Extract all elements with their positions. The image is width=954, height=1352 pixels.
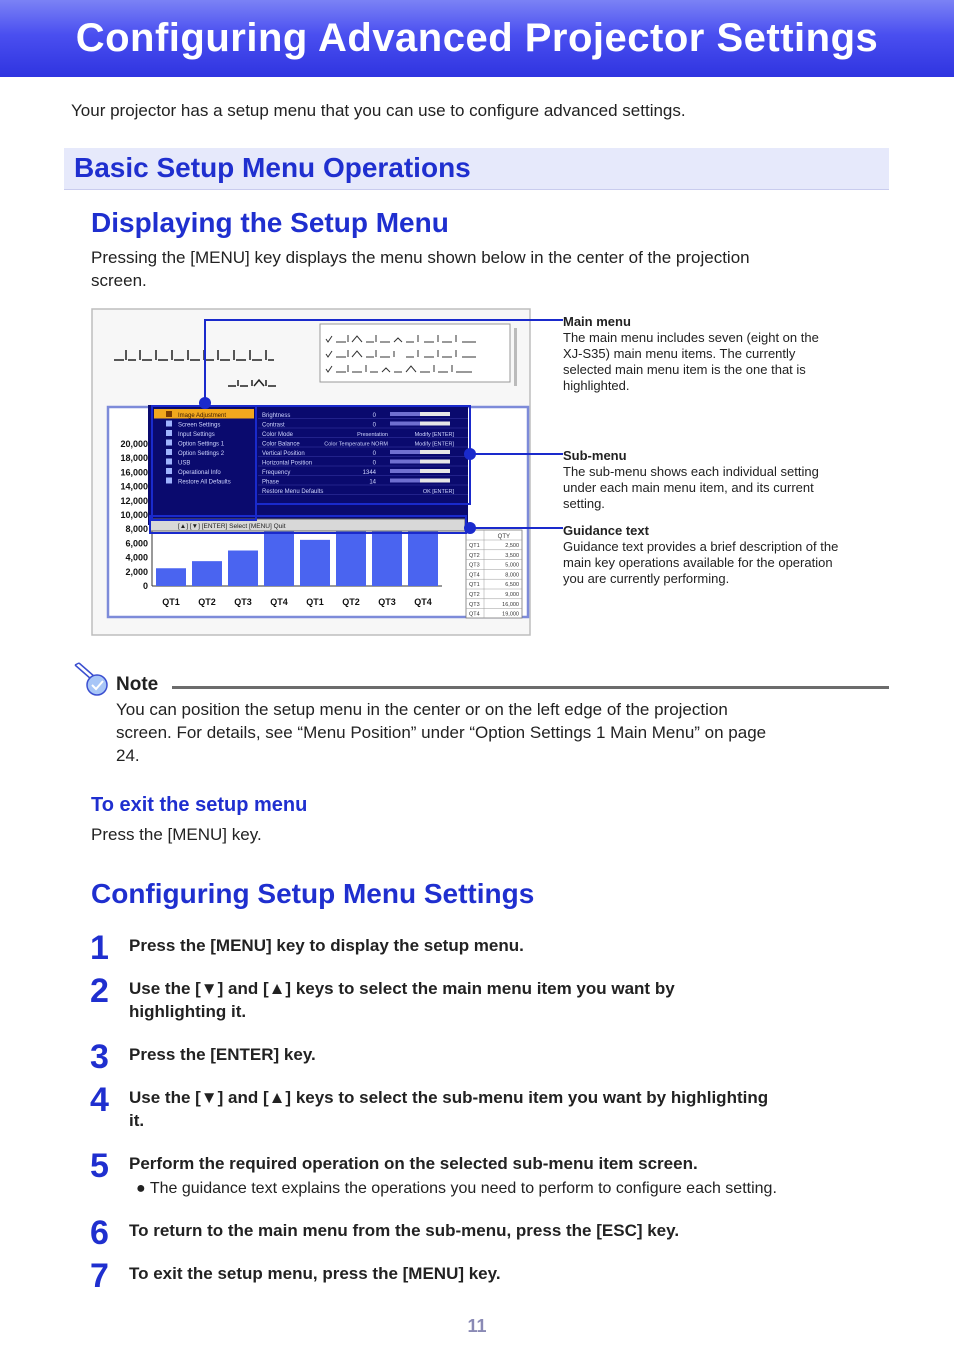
- step-number-6: 6: [90, 1214, 109, 1252]
- callout-dot-guide: [464, 522, 476, 534]
- sub-menu-slider-fill: [390, 469, 420, 473]
- sub-menu-item-value: 0: [372, 451, 376, 457]
- bullet-dot-icon: ●: [136, 1180, 146, 1197]
- y-tick-label: 20,000: [120, 439, 148, 449]
- y-tick-label: 4,000: [125, 552, 148, 563]
- sub-menu-item-extra: OK [ENTER]: [422, 489, 454, 495]
- table-cell: 16,000: [502, 601, 519, 608]
- table-header: QTY: [497, 534, 510, 540]
- step-number-5: 5: [90, 1147, 109, 1185]
- menu-item-icon: [166, 421, 172, 427]
- main-menu-item: Option Settings 1: [178, 441, 225, 448]
- main-menu-item: Restore All Defaults: [178, 479, 231, 486]
- table-cell: QT1: [469, 582, 480, 589]
- sub-menu-item-extra: Modify [ENTER]: [414, 441, 454, 448]
- chart-bar: [156, 568, 186, 586]
- heading-configuring-settings: Configuring Setup Menu Settings: [91, 878, 535, 909]
- y-tick-label: 12,000: [120, 495, 148, 506]
- sub-menu-item-name: Contrast: [262, 422, 285, 429]
- table-cell: 8,000: [505, 572, 519, 579]
- table-cell: QT4: [469, 572, 480, 579]
- exit-text: Press the [MENU] key.: [91, 825, 262, 844]
- main-menu-item: Image Adjustment: [178, 413, 227, 419]
- step-number-7: 7: [90, 1257, 109, 1295]
- sub-menu-item-name: Brightness: [262, 413, 291, 419]
- sub-menu-slider-fill: [390, 412, 420, 416]
- menu-item-icon: [166, 411, 172, 417]
- menu-item-icon: [166, 430, 172, 436]
- chart-bar: [264, 529, 294, 586]
- display-text-line-2: screen.: [91, 271, 147, 290]
- sub-menu-slider-fill: [390, 450, 420, 454]
- page-title: Configuring Advanced Projector Settings: [75, 16, 879, 60]
- chart-bar: [192, 561, 222, 586]
- menu-item-icon: [166, 468, 172, 474]
- table-cell: QT4: [469, 611, 480, 618]
- step5-bullet-text: The guidance text explains the operations you need to perform to configure each setting.: [149, 1180, 777, 1197]
- annotation-sub-text: The sub-menu shows each individual setting under each main menu item, and its current setting.: [563, 464, 819, 511]
- main-menu-item: Screen Settings: [178, 422, 221, 429]
- sub-menu-item-name: Vertical Position: [262, 451, 305, 457]
- y-tick-label: 2,000: [125, 566, 148, 577]
- table-cell: QT2: [469, 592, 480, 598]
- guidance-text: [▲] [▼] [ENTER] Select [MENU] Quit: [178, 523, 286, 530]
- y-tick-label: 6,000: [125, 538, 148, 549]
- x-tick-label: QT3: [378, 597, 396, 607]
- step-text-1: Press the [MENU] key to display the setup menu.: [129, 936, 524, 955]
- page-number: 11: [467, 1316, 487, 1336]
- step-number-4: 4: [90, 1081, 109, 1119]
- table-cell: QT2: [469, 552, 480, 559]
- annotation-sub-title: Sub-menu: [563, 448, 627, 463]
- sub-menu-item-value: Presentation: [357, 432, 388, 438]
- table-cell: 3,500: [505, 552, 519, 559]
- table-cell: QT3: [469, 601, 480, 608]
- main-menu-item: Operational Info: [178, 470, 221, 476]
- x-tick-label: QT4: [414, 597, 432, 607]
- annotation-guide-text: Guidance text provides a brief description of the main key operations available for the operation you are currently performing.: [563, 539, 839, 586]
- section-bar-basic: [64, 148, 889, 190]
- menu-item-icon: [166, 449, 172, 455]
- chart-bar: [228, 551, 258, 587]
- note-label: Note: [116, 674, 159, 695]
- sub-menu-item-name: Phase: [262, 479, 280, 486]
- sub-menu-item-name: Color Balance: [262, 441, 300, 448]
- chart-bar: [300, 540, 330, 586]
- table-cell: QT3: [469, 562, 480, 569]
- step5-bullet: [136, 1180, 777, 1198]
- sub-menu-slider-fill: [390, 460, 420, 464]
- step-number-3: 3: [90, 1038, 109, 1076]
- table-cell: 5,000: [505, 562, 519, 569]
- step-text-5: Perform the required operation on the selected sub-menu item screen.: [129, 1154, 698, 1173]
- x-tick-label: QT2: [198, 597, 216, 607]
- note-divider: [172, 686, 889, 689]
- display-text-line-1: Pressing the [MENU] key displays the menu shown below in the center of the projection: [91, 248, 750, 267]
- callout-dot-main: [199, 397, 211, 409]
- step-text-3: Press the [ENTER] key.: [129, 1045, 316, 1064]
- y-tick-label: 8,000: [125, 524, 148, 535]
- step-text-6: To return to the main menu from the sub-menu, press the [ESC] key.: [129, 1221, 680, 1240]
- table-cell: 6,500: [505, 582, 519, 589]
- sub-menu-item-value: Color Temperature NORM: [324, 441, 388, 448]
- x-tick-label: QT1: [162, 597, 180, 607]
- annotation-guide-title: Guidance text: [563, 523, 649, 538]
- sub-menu-item-name: Restore Menu Defaults: [262, 489, 324, 495]
- sub-menu-item-name: Frequency: [262, 470, 291, 476]
- y-tick-label: 14,000: [120, 481, 148, 492]
- step-text-7: To exit the setup menu, press the [MENU] key.: [129, 1264, 501, 1283]
- step-text-2: Use the [▼] and [▲] keys to select the main menu item you want by highlighting it.: [129, 979, 675, 1021]
- table-cell: 9,000: [505, 592, 519, 598]
- step-text-4: Use the [▼] and [▲] keys to select the sub-menu item you want by highlighting it.: [129, 1088, 769, 1130]
- sub-menu-item-name: Color Mode: [262, 432, 294, 438]
- section-title-basic: Basic Setup Menu Operations: [74, 152, 471, 183]
- callout-dot-sub: [464, 448, 476, 460]
- table-cell: 19,000: [502, 611, 519, 618]
- y-tick-label: 10,000: [120, 510, 148, 520]
- chart-bar: [336, 522, 366, 586]
- sub-menu-slider-fill: [390, 479, 420, 483]
- sub-menu-item-value: 14: [369, 479, 376, 486]
- intro-text: Your projector has a setup menu that you can use to configure advanced settings.: [71, 101, 686, 120]
- sub-menu-item-extra: Modify [ENTER]: [414, 432, 454, 438]
- note-pencil-icon: [73, 661, 113, 697]
- heading-displaying-menu: Displaying the Setup Menu: [91, 207, 449, 238]
- x-tick-label: QT2: [342, 597, 360, 607]
- y-tick-label: 0: [142, 581, 148, 591]
- y-tick-label: 16,000: [120, 467, 148, 478]
- annotation-main-title: Main menu: [563, 314, 631, 329]
- table-cell: 2,500: [505, 543, 519, 549]
- table-cell: QT1: [469, 543, 480, 549]
- menu-item-icon: [166, 440, 172, 446]
- annotation-main-text: The main menu includes seven (eight on the XJ-S35) main menu items. The currently selected main menu item is the one that is highlighted.: [563, 330, 819, 393]
- heading-exit-menu: To exit the setup menu: [91, 794, 308, 816]
- title-banner: [0, 0, 954, 77]
- sub-menu-slider-fill: [390, 422, 420, 426]
- sub-menu-item-value: 1344: [362, 470, 376, 476]
- main-menu-item: USB: [178, 460, 191, 467]
- main-menu-item: Input Settings: [178, 432, 215, 438]
- menu-item-icon: [166, 478, 172, 484]
- x-tick-label: QT4: [270, 597, 288, 607]
- note-text: You can position the setup menu in the center or on the left edge of the projection screen. For details, see “Menu Position” under “Option Settings 1 Main Menu” on page 24.: [116, 700, 767, 765]
- y-tick-label: 18,000: [120, 453, 148, 464]
- step-number-1: 1: [90, 929, 109, 967]
- menu-item-icon: [166, 459, 172, 465]
- step-number-2: 2: [90, 972, 109, 1010]
- x-tick-label: QT1: [306, 597, 324, 607]
- sub-menu-item-value: 0: [372, 413, 376, 419]
- setup-menu-illustration: [90, 306, 535, 638]
- sub-menu-item-value: 0: [372, 422, 376, 429]
- x-tick-label: QT3: [234, 597, 252, 607]
- sub-menu-item-value: 0: [372, 460, 376, 467]
- sub-menu-item-name: Horizontal Position: [262, 460, 313, 467]
- main-menu-item: Option Settings 2: [178, 451, 225, 457]
